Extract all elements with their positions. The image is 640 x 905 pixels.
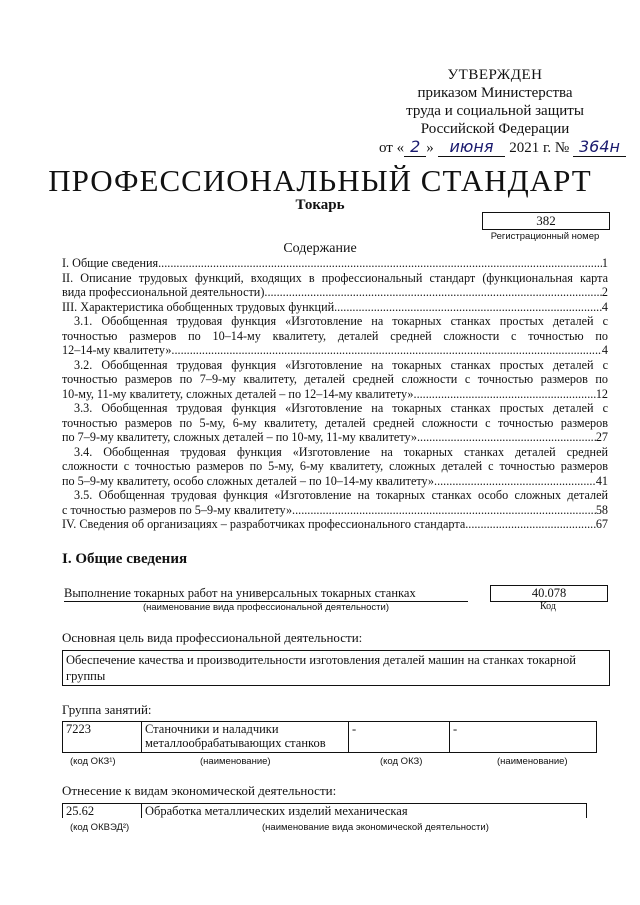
toc-entry-3-5[interactable]: с точностью размеров по 5–9-му квалитету» ..... 58: [62, 503, 608, 518]
occupation-group-heading: Группа занятий:: [62, 702, 152, 717]
activity-code-box: 40.078: [490, 585, 608, 602]
occupation-group-table: [62, 721, 597, 753]
activity-kind-value: Выполнение токарных работ на универсальных токарных станках: [64, 586, 468, 602]
toc-entry-3-3-line1[interactable]: 3.3. Обобщенная трудовая функция «Изготовление на токарных станках простых деталей с: [74, 401, 608, 415]
okz-code-caption: (код ОКЗ¹): [70, 756, 116, 767]
economic-activity-heading: Отнесение к видам экономической деятельности:: [62, 783, 337, 798]
table-of-contents: [62, 256, 608, 532]
toc-entry-3-4-line2[interactable]: сложности с точностью размеров по 5-му, 6-му квалитету, сложных деталей с точностью размеров: [62, 459, 608, 473]
okved-code-cell: 25.62: [63, 804, 142, 819]
toc-entry-3-1-line2[interactable]: точностью размеров по 10–14-му квалитету, деталей средней сложности с точностью по: [62, 328, 608, 343]
economic-activity-name-caption: (наименование вида экономической деятельности): [262, 822, 489, 833]
handwritten-month: июня: [438, 138, 506, 157]
occupation-name-caption: (наименование): [200, 756, 271, 767]
toc-entry-3[interactable]: III. Характеристика обобщенных трудовых функций ..... 4: [62, 300, 608, 315]
okz-code-caption-2: (код ОКЗ): [380, 756, 423, 767]
activity-kind-caption: (наименование вида профессиональной деятельности): [142, 602, 390, 613]
date-year: 2021 г. №: [509, 140, 570, 156]
profession-name: Токарь: [295, 197, 345, 213]
handwritten-order-number: 364н: [573, 138, 626, 157]
handwritten-day: 2: [404, 138, 426, 157]
date-prefix: от «: [378, 140, 405, 156]
contents-heading: Содержание: [283, 241, 357, 256]
approval-heading: УТВЕРЖДЕН: [447, 67, 543, 83]
toc-entry-3-4-line1[interactable]: 3.4. Обобщенная трудовая функция «Изготовление на токарных станках деталей средней: [74, 444, 608, 459]
activity-code-caption: Код: [540, 601, 556, 612]
registration-number-label: Регистрационный номер: [490, 231, 600, 242]
registration-number-box: 382: [482, 212, 610, 230]
goal-heading: Основная цель вида профессиональной деятельности:: [62, 630, 363, 645]
approval-country-line: Российской Федерации: [420, 121, 570, 137]
approval-ministry-line: труда и социальной защиты: [406, 103, 584, 119]
occupation-name-cell-2: -: [450, 722, 597, 753]
goal-box: Обеспечение качества и производительности изготовления деталей машин на станках токарной группы: [62, 650, 610, 686]
occupation-name-caption-2: (наименование): [497, 756, 568, 767]
approval-order-line: приказом Министерства: [417, 85, 573, 101]
toc-entry-3-2[interactable]: 10-му, 11-му квалитету, сложных деталей – по 12–14-му квалитету» ..... 12: [62, 387, 608, 402]
toc-entry-3-2-line1[interactable]: 3.2. Обобщенная трудовая функция «Изготовление на токарных станках простых деталей с: [74, 357, 608, 372]
okved-code-caption: (код ОКВЭД²): [70, 822, 130, 833]
approval-date-line: [360, 138, 630, 157]
document-title: ПРОФЕССИОНАЛЬНЫЙ СТАНДАРТ: [48, 163, 592, 198]
date-mid: »: [426, 140, 434, 156]
section-1-heading: I. Общие сведения: [62, 551, 188, 567]
toc-entry-3-3[interactable]: по 7–9-му квалитету, сложных деталей – по 10-му, 11-му квалитету» ..... 27: [62, 430, 608, 445]
toc-entry-3-1[interactable]: 12–14-му квалитету» ..... 4: [62, 343, 608, 358]
okz-code-cell: 7223: [63, 722, 142, 753]
toc-entry-3-3-line2[interactable]: точностью размеров по 5-му, 6-му квалитету, деталей средней сложности с точностью размеров: [62, 415, 608, 430]
toc-entry-3-4[interactable]: по 5–9-му квалитету, особо сложных деталей – по 10–14-му квалитету» ..... 41: [62, 474, 608, 489]
toc-entry-1[interactable]: I. Общие сведения ..... 1: [62, 256, 608, 271]
toc-entry-3-2-line2[interactable]: точностью размеров по 7–9-му квалитету, деталей средней сложности с точностью размеров по: [62, 372, 608, 386]
economic-activity-table: [62, 803, 587, 818]
toc-entry-3-5-line1[interactable]: 3.5. Обобщенная трудовая функция «Изготовление на токарных станках особо сложных деталей: [74, 488, 608, 502]
toc-entry-2[interactable]: вида профессиональной деятельности) ..... 2: [62, 285, 608, 300]
approval-block: [360, 66, 630, 157]
toc-entry-2-line1[interactable]: II. Описание трудовых функций, входящих в профессиональный стандарт (функциональная карта: [62, 270, 608, 285]
okz-code-cell-2: -: [349, 722, 450, 753]
toc-entry-4[interactable]: IV. Сведения об организациях – разработчиках профессионального стандарта ..... 67: [62, 517, 608, 532]
occupation-name-cell: Станочники и наладчики металлообрабатывающих станков: [142, 722, 349, 753]
toc-entry-3-1-line1[interactable]: 3.1. Обобщенная трудовая функция «Изготовление на токарных станках простых деталей с: [74, 314, 608, 328]
economic-activity-name-cell: Обработка металлических изделий механическая: [142, 804, 587, 819]
